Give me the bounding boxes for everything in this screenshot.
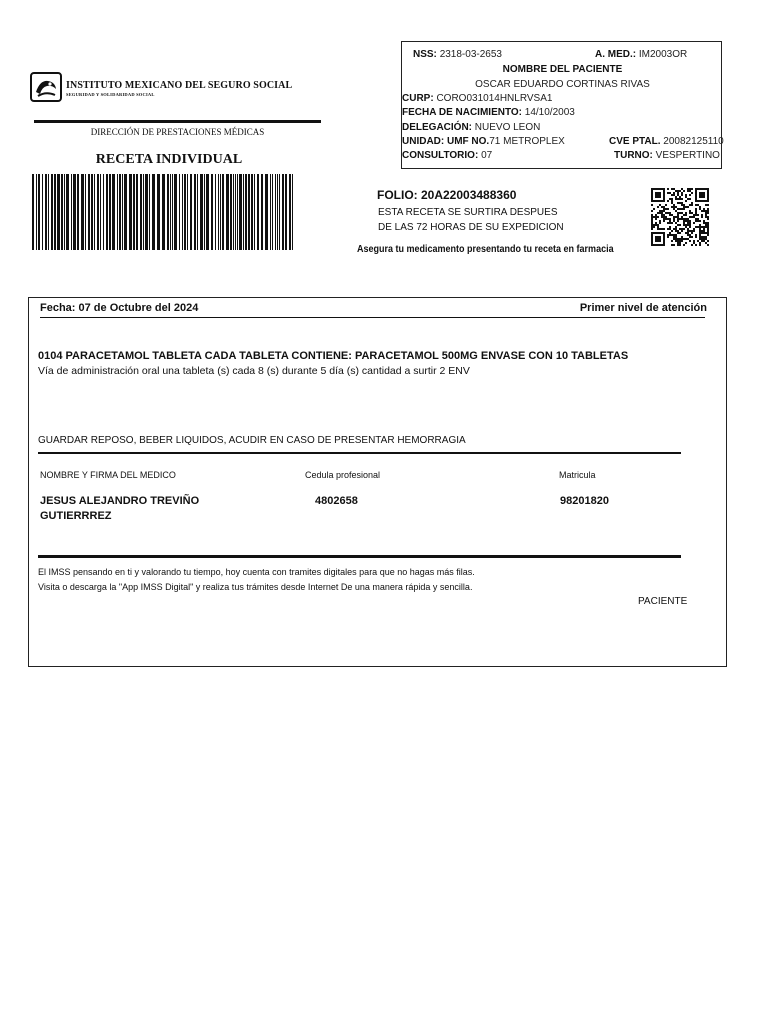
curp-value: CORO031014HNLRVSA1 — [436, 93, 553, 104]
delegation-label: DELEGACIÓN: — [402, 122, 472, 133]
copy-label: PACIENTE — [638, 596, 688, 607]
qr-code-image — [651, 188, 709, 246]
license-value: 4802658 — [315, 495, 358, 507]
instructions-divider — [38, 452, 681, 454]
date-row — [40, 302, 705, 318]
medical-instructions: GUARDAR REPOSO, BEBER LIQUIDOS, ACUDIR EN CASO DE PRESENTAR HEMORRAGIA — [38, 435, 466, 446]
cve-label: CVE PTAL. — [609, 136, 661, 147]
nss-label: NSS: — [413, 49, 437, 60]
imss-logo — [30, 72, 293, 102]
delegation-field — [402, 122, 540, 133]
institution-tagline: SEGURIDAD Y SOLIDARIDAD SOCIAL — [66, 92, 155, 97]
cve-value: 20082125110 — [663, 136, 724, 147]
folio-number: FOLIO: 20A22003488360 — [377, 188, 517, 202]
curp-label: CURP: — [402, 93, 434, 104]
nss-value: 2318-03-2653 — [439, 49, 502, 60]
barcode-image — [32, 174, 297, 250]
direction-label: DIRECCIÓN DE PRESTACIONES MÉDICAS — [90, 127, 265, 137]
shift-value: VESPERTINO — [655, 150, 720, 161]
patient-name-heading: NOMBRE DEL PACIENTE — [502, 64, 623, 75]
amed-field — [595, 49, 687, 60]
signature-divider — [38, 555, 681, 558]
footer-line1: El IMSS pensando en ti y valorando tu tiempo, hoy cuenta con tramites digitales para que no hagas más filas. — [38, 567, 475, 577]
amed-value: IM2003OR — [638, 49, 688, 60]
office-field — [402, 150, 492, 161]
delegation-value: NUEVO LEON — [474, 122, 541, 133]
doctor-name: JESUS ALEJANDRO TREVIÑO GUTIERRREZ — [40, 495, 200, 522]
curp-field — [402, 93, 552, 104]
imss-eagle-emblem-icon — [30, 72, 62, 102]
prescription-box — [28, 297, 727, 667]
unit-field — [402, 136, 565, 147]
dob-value: 14/10/2003 — [524, 107, 575, 118]
patient-name-value: OSCAR EDUARDO CORTINAS RIVAS — [475, 79, 650, 90]
patient-name-label — [402, 64, 723, 75]
medication-administration: Vía de administración oral una tableta (s) cada 8 (s) durante 5 día (s) cantidad a surtir 2 ENV — [38, 365, 470, 377]
pharmacy-note: Asegura tu medicamento presentando tu receta en farmacia — [357, 244, 614, 255]
id-value: 98201820 — [560, 495, 609, 507]
prescription-date: Fecha: 07 de Octubre del 2024 — [40, 302, 199, 314]
institution-name: INSTITUTO MEXICANO DEL SEGURO SOCIAL — [66, 80, 293, 91]
dob-field — [402, 107, 575, 118]
patient-name — [402, 79, 723, 90]
cve-field — [609, 136, 724, 147]
office-value: 07 — [481, 150, 493, 161]
patient-info-box — [401, 41, 722, 169]
footer-line2: Visita o descarga la "App IMSS Digital" y realiza tus trámites desde Internet De una manera rápida y sencilla. — [38, 582, 473, 592]
unit-value: 71 METROPLEX — [489, 136, 565, 147]
header-divider — [34, 120, 321, 123]
medication-name: 0104 PARACETAMOL TABLETA CADA TABLETA CONTIENE: PARACETAMOL 500MG ENVASE CON 10 TABLETAS — [38, 350, 629, 362]
amed-label: A. MED.: — [595, 49, 637, 60]
care-level: Primer nivel de atención — [579, 302, 707, 314]
document-title: RECETA INDIVIDUAL — [95, 152, 243, 167]
doctor-name-header: NOMBRE Y FIRMA DEL MEDICO — [40, 470, 176, 480]
shift-label: TURNO: — [614, 150, 653, 161]
office-label: CONSULTORIO: — [402, 150, 479, 161]
shift-field — [614, 150, 720, 161]
dob-label: FECHA DE NACIMIENTO: — [402, 107, 522, 118]
folio-note-line1: ESTA RECETA SE SURTIRA DESPUES — [378, 207, 558, 218]
nss-field — [413, 49, 502, 60]
unit-label: UNIDAD: UMF NO. — [402, 136, 490, 147]
folio-note-line2: DE LAS 72 HORAS DE SU EXPEDICION — [378, 222, 564, 233]
license-header: Cedula profesional — [305, 470, 381, 480]
id-header: Matricula — [559, 470, 596, 480]
